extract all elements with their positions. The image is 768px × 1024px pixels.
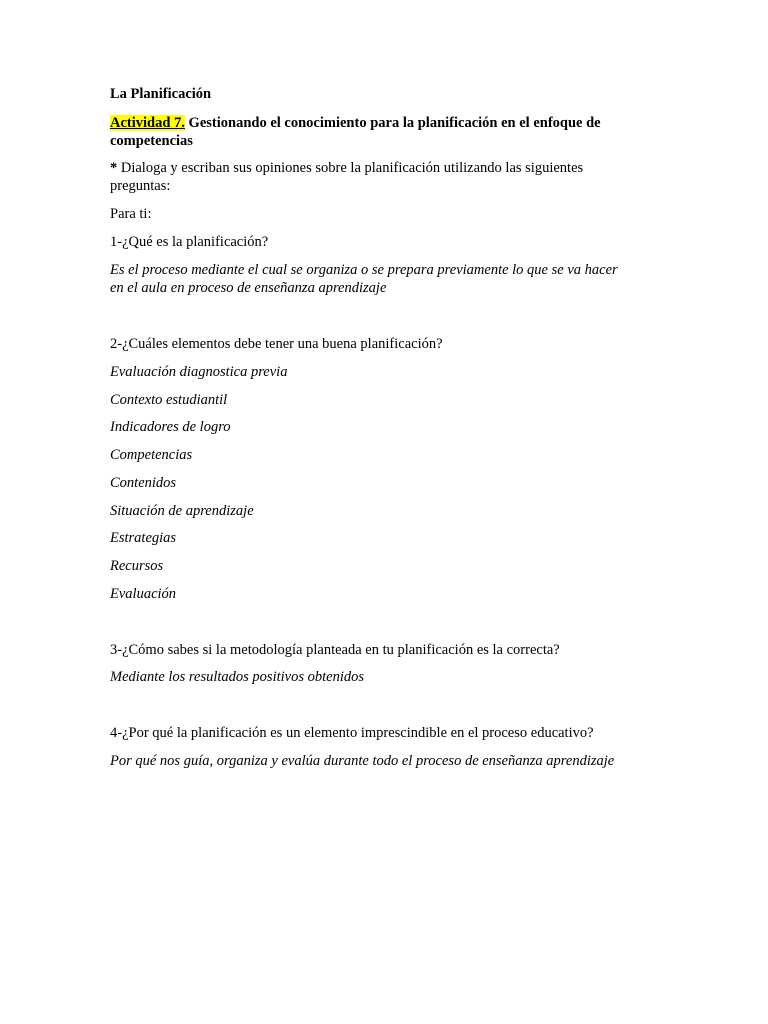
activity-heading-continuation: competencias (110, 133, 193, 149)
answer-2-item: Evaluación (110, 586, 177, 602)
instruction-line-2: preguntas: (110, 178, 171, 194)
answer-2-item: Evaluación diagnostica previa (110, 364, 288, 380)
instruction-line-1 (110, 159, 670, 177)
answer-2-item: Indicadores de logro (110, 419, 231, 435)
answer-2-item: Recursos (110, 558, 164, 574)
page-title: La Planificación (110, 86, 212, 102)
question-2: 2-¿Cuáles elementos debe tener una buena planificación? (110, 336, 443, 352)
answer-2-item: Contexto estudiantil (110, 392, 228, 408)
question-3: 3-¿Cómo sabes si la metodología planteada en tu planificación es la correcta? (110, 642, 560, 658)
answer-1-line-2: en el aula en proceso de enseñanza aprendizaje (110, 280, 387, 296)
instruction-text: Dialoga y escriban sus opiniones sobre la planificación utilizando las siguientes (120, 160, 584, 176)
question-4: 4-¿Por qué la planificación es un elemento imprescindible en el proceso educativo? (110, 725, 594, 741)
activity-heading-text: Gestionando el conocimiento para la planificación en el enfoque de (188, 115, 601, 131)
answer-1-line-1: Es el proceso mediante el cual se organiza o se prepara previamente lo que se va hacer (110, 262, 618, 278)
answer-2-item: Estrategias (110, 530, 177, 546)
answer-2-item: Competencias (110, 447, 193, 463)
para-ti-label: Para ti: (110, 206, 152, 222)
answer-2-item: Situación de aprendizaje (110, 503, 254, 519)
answer-2-item: Contenidos (110, 475, 177, 491)
instruction-bullet: * (110, 160, 118, 176)
answer-4: Por qué nos guía, organiza y evalúa durante todo el proceso de enseñanza aprendizaje (110, 753, 615, 769)
activity-label: Actividad 7. (110, 115, 185, 131)
question-1: 1-¿Qué es la planificación? (110, 234, 269, 250)
activity-heading (110, 114, 670, 132)
answer-3: Mediante los resultados positivos obtenidos (110, 669, 365, 685)
